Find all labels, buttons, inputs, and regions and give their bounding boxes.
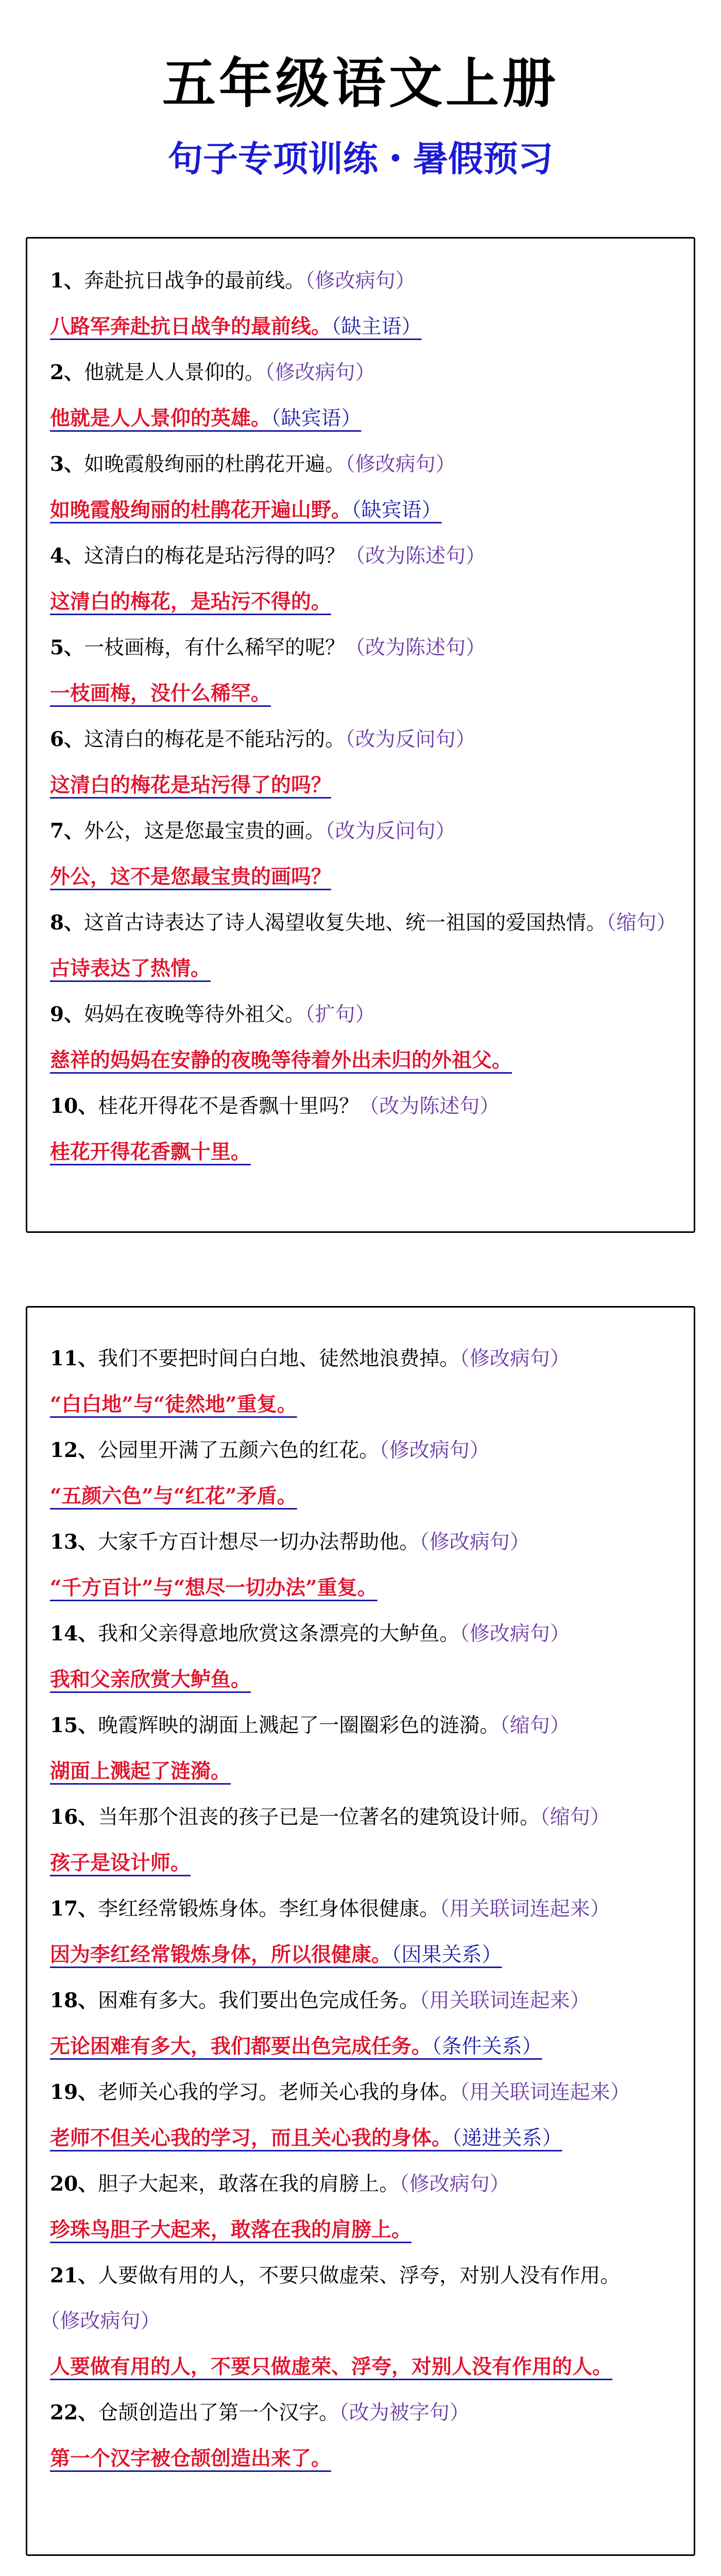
question-text: 我们不要把时间白白地、徒然地浪费掉。 xyxy=(98,1347,460,1370)
answer-line xyxy=(50,1382,678,1428)
answer-value: 我和父亲欣赏大鲈鱼。 xyxy=(50,1668,251,1691)
question-number: 11、 xyxy=(50,1347,98,1370)
exercise-item xyxy=(50,442,678,533)
question-number: 12、 xyxy=(50,1438,98,1462)
answer-value: 第一个汉字被仓颉创造出来了。 xyxy=(50,2447,332,2470)
answer-text xyxy=(50,2126,562,2150)
question-number: 5、 xyxy=(50,636,84,659)
exercise-card-1 xyxy=(26,237,695,1233)
question-number: 21、 xyxy=(50,2264,98,2287)
question-instruction: （修改病句） xyxy=(50,2310,161,2333)
answer-line xyxy=(50,1749,678,1794)
question-text: 人要做有用的人，不要只做虚荣、浮夸，对别人没有作用。 xyxy=(98,2264,621,2287)
question-number: 8、 xyxy=(50,911,84,935)
answer-value: 老师不但关心我的学习，而且关心我的身体。 xyxy=(50,2126,452,2150)
answer-note: （条件关系） xyxy=(432,2035,542,2058)
answer-value: “五颜六色”与“红花”矛盾。 xyxy=(50,1484,297,1508)
question-number: 6、 xyxy=(50,727,84,751)
answer-line xyxy=(50,946,678,992)
exercise-item xyxy=(50,717,678,808)
question-instruction: （修改病句） xyxy=(419,1531,530,1554)
answer-text xyxy=(50,590,331,614)
answer-line xyxy=(50,579,678,625)
question-number: 19、 xyxy=(50,2080,98,2104)
exercise-item xyxy=(50,533,678,625)
question-line xyxy=(50,1519,678,1565)
question-line xyxy=(50,1428,678,1473)
answer-text xyxy=(50,865,331,889)
question-text: 困难有多大。我们要出色完成任务。 xyxy=(98,1989,420,2012)
question-text: 大家千方百计想尽一切办法帮助他。 xyxy=(98,1531,420,1554)
question-instruction: （缩句） xyxy=(606,911,677,935)
answer-line xyxy=(50,2436,678,2482)
question-line xyxy=(50,2253,678,2344)
question-number: 18、 xyxy=(50,1989,98,2012)
answer-text xyxy=(50,2035,542,2058)
answer-text xyxy=(50,1759,231,1783)
answer-value: 外公，这不是您最宝贵的画吗？ xyxy=(50,865,332,889)
answer-text xyxy=(50,1393,297,1416)
question-number: 22、 xyxy=(50,2401,98,2425)
question-instruction: （改为反问句） xyxy=(345,728,476,751)
question-line xyxy=(50,2390,678,2436)
answer-line xyxy=(50,2024,678,2070)
question-instruction: （修改病句） xyxy=(459,1347,570,1370)
answer-value: 如晚霞般绚丽的杜鹃花开遍山野。 xyxy=(50,498,352,522)
question-text: 晚霞辉映的湖面上溅起了一圈圈彩色的涟漪。 xyxy=(98,1714,500,1737)
answer-value: 一枝画梅，没什么稀罕。 xyxy=(50,682,271,705)
answer-value: 湖面上溅起了涟漪。 xyxy=(50,1759,231,1783)
question-line xyxy=(50,533,678,579)
question-number: 15、 xyxy=(50,1714,98,1737)
exercise-item xyxy=(50,1886,678,1978)
exercise-list xyxy=(50,258,678,1175)
answer-line xyxy=(50,1657,678,1703)
answer-text xyxy=(50,1668,251,1691)
question-line xyxy=(50,808,678,854)
answer-text xyxy=(50,2447,331,2470)
answer-text xyxy=(50,1484,297,1508)
question-instruction: （改为陈述句） xyxy=(345,545,486,568)
question-number: 7、 xyxy=(50,819,84,843)
exercise-item xyxy=(50,2390,678,2482)
question-instruction: （修改病句） xyxy=(345,453,456,476)
answer-value: 桂花开得花香飘十里。 xyxy=(50,1140,251,1164)
exercise-item xyxy=(50,2070,678,2161)
question-instruction: （用关联词连起来） xyxy=(439,1897,610,1921)
exercise-item xyxy=(50,2253,678,2390)
question-text: 仓颉创造出了第一个汉字。 xyxy=(98,2401,339,2425)
question-text: 桂花开得花不是香飘十里吗？ xyxy=(98,1095,359,1118)
question-line xyxy=(50,1886,678,1932)
answer-line xyxy=(50,762,678,808)
exercise-item xyxy=(50,1336,678,1428)
page-subtitle: 句子专项训练・暑假预习 xyxy=(167,139,553,180)
question-number: 14、 xyxy=(50,1622,98,1646)
question-line xyxy=(50,258,678,304)
exercise-item xyxy=(50,350,678,442)
answer-value: 八路军奔赴抗日战争的最前线。 xyxy=(50,315,332,338)
answer-text xyxy=(50,1851,191,1875)
question-line xyxy=(50,442,678,487)
question-line xyxy=(50,1794,678,1840)
answer-text xyxy=(50,1576,377,1600)
question-line xyxy=(50,1611,678,1657)
question-number: 4、 xyxy=(50,544,84,568)
exercise-item xyxy=(50,808,678,900)
answer-line xyxy=(50,2115,678,2161)
answer-line xyxy=(50,1473,678,1519)
exercise-item xyxy=(50,1703,678,1794)
exercise-item xyxy=(50,1611,678,1703)
answer-note: （缺宾语） xyxy=(351,499,442,522)
question-text: 他就是人人景仰的。 xyxy=(84,361,265,384)
question-number: 13、 xyxy=(50,1530,98,1554)
exercise-item xyxy=(50,1978,678,2070)
question-line xyxy=(50,350,678,396)
answer-text xyxy=(50,1140,251,1164)
question-instruction: （修改病句） xyxy=(305,269,416,293)
question-text: 这清白的梅花是玷污得的吗？ xyxy=(84,545,346,568)
question-text: 老师关心我的学习。老师关心我的身体。 xyxy=(98,2081,460,2104)
question-number: 17、 xyxy=(50,1897,98,1921)
question-number: 3、 xyxy=(50,452,84,476)
question-line xyxy=(50,1703,678,1749)
answer-line xyxy=(50,671,678,717)
answer-value: 这清白的梅花是玷污得了的吗？ xyxy=(50,773,332,797)
question-text: 公园里开满了五颜六色的红花。 xyxy=(98,1439,380,1462)
answer-text xyxy=(50,498,442,522)
answer-note: （缺宾语） xyxy=(271,407,362,430)
exercise-item xyxy=(50,258,678,350)
question-text: 这首古诗表达了诗人渴望收复失地、统一祖国的爱国热情。 xyxy=(84,911,607,935)
question-text: 一枝画梅，有什么稀罕的呢？ xyxy=(84,636,346,659)
question-line xyxy=(50,625,678,671)
answer-text xyxy=(50,957,211,980)
answer-value: 无论困难有多大，我们都要出色完成任务。 xyxy=(50,2035,432,2058)
question-number: 2、 xyxy=(50,361,84,384)
answer-text xyxy=(50,682,271,705)
question-instruction: （用关联词连起来） xyxy=(459,2081,630,2104)
exercise-item xyxy=(50,625,678,717)
answer-value: “千方百计”与“想尽一切办法”重复。 xyxy=(50,1576,377,1600)
question-instruction: （改为反问句） xyxy=(325,820,456,843)
answer-value: 慈祥的妈妈在安静的夜晚等待着外出未归的外祖父。 xyxy=(50,1048,512,1072)
exercise-item xyxy=(50,1083,678,1175)
question-text: 我和父亲得意地欣赏这条漂亮的大鲈鱼。 xyxy=(98,1622,460,1646)
answer-text xyxy=(50,1048,512,1072)
question-line xyxy=(50,992,678,1038)
answer-value: 孩子是设计师。 xyxy=(50,1851,191,1875)
question-instruction: （修改病句） xyxy=(459,1622,570,1646)
question-instruction: （修改病句） xyxy=(399,2173,510,2196)
question-text: 如晚霞般绚丽的杜鹃花开遍。 xyxy=(84,453,346,476)
answer-value: “白白地”与“徒然地”重复。 xyxy=(50,1393,297,1416)
question-text: 奔赴抗日战争的最前线。 xyxy=(84,269,305,293)
answer-value: 这清白的梅花，是玷污不得的。 xyxy=(50,590,332,614)
question-text: 外公，这是您最宝贵的画。 xyxy=(84,820,325,843)
answer-line xyxy=(50,304,678,350)
question-instruction: （缩句） xyxy=(500,1714,570,1737)
page-title: 五年级语文上册 xyxy=(162,52,559,115)
exercise-item xyxy=(50,1519,678,1611)
answer-value: 珍珠鸟胆子大起来，敢落在我的肩膀上。 xyxy=(50,2218,412,2242)
question-instruction: （改为陈述句） xyxy=(359,1095,500,1118)
question-number: 9、 xyxy=(50,1003,84,1026)
question-text: 这清白的梅花是不能玷污的。 xyxy=(84,728,346,751)
question-number: 10、 xyxy=(50,1094,98,1118)
question-instruction: （修改病句） xyxy=(265,361,375,384)
answer-value: 古诗表达了热情。 xyxy=(50,957,211,980)
question-line xyxy=(50,1083,678,1129)
answer-line xyxy=(50,1565,678,1611)
exercise-item xyxy=(50,900,678,992)
answer-line xyxy=(50,1038,678,1083)
answer-value: 人要做有用的人，不要只做虚荣、浮夸，对别人没有作用的人。 xyxy=(50,2355,613,2379)
exercise-item xyxy=(50,992,678,1083)
answer-line xyxy=(50,1840,678,1886)
answer-note: （递进关系） xyxy=(452,2127,562,2150)
answer-line xyxy=(50,1129,678,1175)
answer-text xyxy=(50,773,331,797)
question-number: 20、 xyxy=(50,2172,98,2196)
answer-line xyxy=(50,854,678,900)
answer-line xyxy=(50,396,678,442)
answer-text xyxy=(50,1943,502,1967)
question-instruction: （改为陈述句） xyxy=(345,636,486,659)
exercise-list xyxy=(50,1336,678,2482)
question-text: 当年那个沮丧的孩子已是一位著名的建筑设计师。 xyxy=(98,1806,540,1829)
question-line xyxy=(50,2161,678,2207)
exercise-item xyxy=(50,1794,678,1886)
question-instruction: （用关联词连起来） xyxy=(419,1989,590,2012)
question-line xyxy=(50,1978,678,2024)
answer-note: （因果关系） xyxy=(391,1943,502,1967)
question-line xyxy=(50,2070,678,2115)
answer-text xyxy=(50,406,362,430)
answer-text xyxy=(50,2355,612,2379)
answer-line xyxy=(50,487,678,533)
answer-line xyxy=(50,2207,678,2253)
answer-line xyxy=(50,1932,678,1978)
question-text: 胆子大起来，敢落在我的肩膀上。 xyxy=(98,2173,400,2196)
exercise-item xyxy=(50,1428,678,1519)
question-number: 16、 xyxy=(50,1805,98,1829)
question-text: 李红经常锻炼身体。李红身体很健康。 xyxy=(98,1897,440,1921)
question-instruction: （修改病句） xyxy=(379,1439,490,1462)
question-number: 1、 xyxy=(50,269,84,293)
question-line xyxy=(50,717,678,762)
answer-text xyxy=(50,315,422,338)
answer-text xyxy=(50,2218,411,2242)
exercise-card-2 xyxy=(26,1306,695,2556)
answer-value: 因为李红经常锻炼身体，所以很健康。 xyxy=(50,1943,392,1967)
question-instruction: （改为被字句） xyxy=(339,2401,470,2425)
answer-note: （缺主语） xyxy=(331,315,422,338)
question-instruction: （扩句） xyxy=(305,1003,375,1026)
question-line xyxy=(50,1336,678,1382)
question-text: 妈妈在夜晚等待外祖父。 xyxy=(84,1003,305,1026)
question-instruction: （缩句） xyxy=(540,1806,610,1829)
question-line xyxy=(50,900,678,946)
answer-line xyxy=(50,2344,678,2390)
answer-value: 他就是人人景仰的英雄。 xyxy=(50,406,271,430)
exercise-item xyxy=(50,2161,678,2253)
